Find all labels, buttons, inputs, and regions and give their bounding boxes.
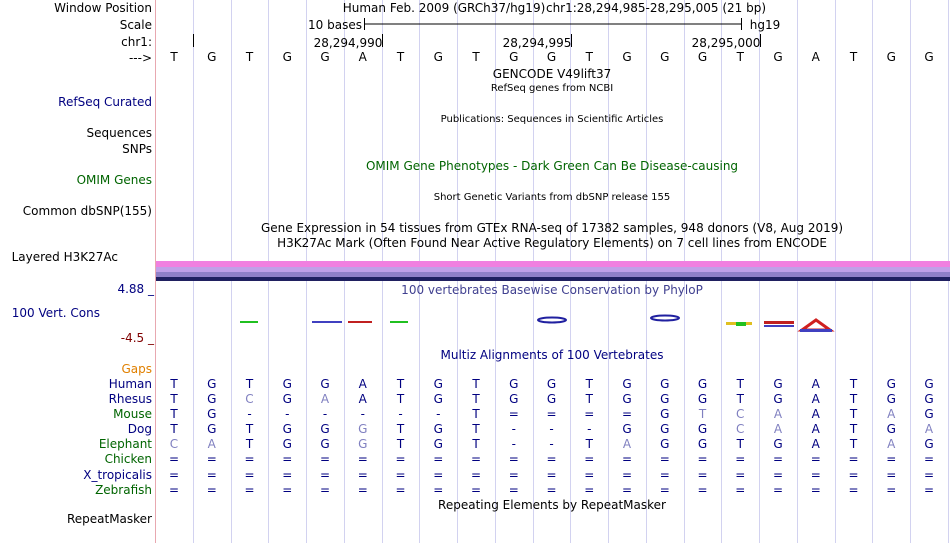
alignment-base: = (357, 452, 368, 466)
alignment-base: = (319, 483, 331, 497)
alignment-base: = (584, 483, 595, 497)
alignment-base: G (697, 377, 708, 391)
alignment-base: A (924, 422, 934, 436)
alignment-base: G (622, 377, 632, 391)
track-title-dbsnp[interactable]: Short Genetic Variants from dbSNP release 155 (433, 192, 671, 203)
alignment-base: - (398, 407, 403, 421)
alignment-base: = (848, 483, 859, 497)
alignment-base: = (357, 468, 368, 482)
reference-base: A (811, 50, 820, 64)
alignment-base: = (772, 468, 784, 482)
track-label-dbsnp[interactable]: Common dbSNP(155) (22, 204, 152, 218)
alignment-base: C (736, 422, 745, 436)
alignment-base: - (549, 437, 554, 451)
alignment-base: = (584, 452, 595, 466)
reference-base: G (773, 50, 783, 64)
alignment-base: = (659, 468, 670, 482)
alignment-base: = (923, 468, 935, 482)
ruler-tick-2: 28,294,995 (502, 36, 572, 50)
alignment-base: T (472, 377, 480, 391)
alignment-base: = (508, 483, 519, 497)
alignment-base: G (660, 422, 670, 436)
alignment-base: T (170, 407, 178, 421)
alignment-base: G (886, 377, 896, 391)
alignment-base: = (395, 452, 406, 466)
alignment-base: G (622, 422, 632, 436)
track-title-repeatmasker[interactable]: Repeating Elements by RepeatMasker (438, 498, 666, 512)
scale-db: hg19 (749, 18, 781, 32)
h3k27ac-band-navy (156, 277, 950, 281)
h3k27ac-signal (156, 261, 950, 281)
alignment-base: = (584, 407, 595, 421)
species-label: Zebrafish (95, 483, 152, 497)
reference-base: G (886, 50, 896, 64)
reference-base: G (546, 50, 557, 64)
alignment-base: A (887, 437, 896, 451)
alignment-base: T (472, 422, 480, 436)
track-label-snps[interactable]: SNPs (122, 142, 152, 156)
track-title-conservation[interactable]: 100 vertebrates Basewise Conservation by PhyloP (401, 283, 703, 297)
alignment-base: = (433, 483, 444, 497)
alignment-base: T (698, 407, 707, 421)
alignment-base: = (470, 452, 482, 466)
alignment-base: A (358, 392, 367, 406)
alignment-base: A (811, 392, 820, 406)
species-label: X_tropicalis (83, 468, 152, 482)
alignment-base: = (697, 452, 708, 466)
reference-base: G (622, 50, 632, 64)
alignment-base: = (546, 483, 557, 497)
reference-base: T (396, 50, 405, 64)
reference-base: G (509, 50, 519, 64)
alignment-base: T (396, 422, 405, 436)
alignment-base: A (622, 437, 632, 451)
alignment-base: G (358, 422, 368, 436)
alignment-base: T (585, 392, 593, 406)
alignment-base: = (508, 407, 519, 421)
alignment-base: = (697, 468, 708, 482)
alignment-base: G (282, 377, 292, 391)
alignment-base: T (245, 437, 254, 451)
alignment-base: - (587, 422, 592, 436)
alignment-base: G (433, 422, 443, 436)
alignment-base: = (621, 468, 633, 482)
alignment-base: A (207, 437, 216, 451)
window-position-label: Window Position (54, 1, 152, 15)
alignment-base: C (169, 437, 179, 451)
strand-label: ---> (128, 51, 152, 65)
alignment-base: G (509, 392, 519, 406)
alignment-base: T (396, 377, 405, 391)
reference-base: T (849, 50, 858, 64)
alignment-base: = (206, 483, 217, 497)
alignment-base: = (470, 468, 482, 482)
alignment-base: T (849, 422, 858, 436)
alignment-base: G (509, 377, 519, 391)
alignment-base: = (659, 483, 670, 497)
alignment-base: T (170, 422, 178, 436)
reference-base: G (697, 50, 708, 64)
alignment-base: = (244, 452, 255, 466)
alignment-base: T (170, 392, 178, 406)
alignment-base: G (207, 422, 217, 436)
track-label-refseq[interactable]: RefSeq Curated (58, 95, 152, 109)
alignment-base: G (697, 422, 708, 436)
alignment-base: - (511, 437, 516, 451)
alignment-base: G (282, 422, 292, 436)
alignment-base: - (360, 407, 365, 421)
track-title-omim[interactable]: OMIM Gene Phenotypes - Dark Green Can Be Disease-causing (365, 159, 739, 173)
alignment-base: - (285, 407, 290, 421)
alignment-base: G (320, 377, 330, 391)
conservation-max: 4.88 _ (117, 282, 154, 296)
track-label-h3k27ac[interactable]: Layered H3K27Ac (11, 250, 118, 264)
alignment-base: T (396, 437, 405, 451)
chrom-label: chr1: (121, 35, 152, 49)
track-title-multiz[interactable]: Multiz Alignments of 100 Vertebrates (440, 348, 664, 362)
alignment-base: = (546, 407, 557, 421)
alignment-base: G (433, 392, 443, 406)
alignment-base: G (358, 437, 368, 451)
alignment-base: C (245, 392, 254, 406)
alignment-base: = (395, 483, 406, 497)
alignment-base: = (206, 468, 217, 482)
reference-base: G (282, 50, 292, 64)
alignment-base: G (924, 377, 934, 391)
alignment-base: = (697, 483, 708, 497)
alignment-base: = (772, 452, 784, 466)
alignment-base: = (282, 483, 293, 497)
scale-label: Scale (119, 18, 152, 32)
alignment-base: A (887, 407, 896, 421)
alignment-base: - (436, 407, 441, 421)
track-title-gencode[interactable]: GENCODE V49lift37 (492, 67, 612, 81)
alignment-base: = (546, 452, 557, 466)
alignment-base: G (924, 392, 934, 406)
alignment-base: G (433, 437, 443, 451)
reference-base: T (736, 50, 744, 64)
alignment-base: G (660, 437, 670, 451)
reference-base: T (170, 50, 178, 64)
alignment-base: = (735, 452, 746, 466)
alignment-base: G (282, 437, 292, 451)
alignment-base: T (849, 377, 858, 391)
reference-base: G (320, 50, 330, 64)
alignment-base: G (697, 437, 708, 451)
alignment-base: = (584, 468, 595, 482)
alignment-base: G (433, 377, 443, 391)
alignment-base: = (168, 452, 180, 466)
alignment-base: = (244, 483, 255, 497)
alignment-base: A (773, 422, 783, 436)
ruler-tick-1: 28,294,990 (313, 36, 383, 50)
alignment-base: = (546, 468, 557, 482)
track-label-conservation[interactable]: 100 Vert. Cons (11, 306, 100, 320)
conservation-min: -4.5 _ (120, 331, 154, 345)
track-title-refseq[interactable]: RefSeq genes from NCBI (490, 83, 614, 94)
alignment-base: A (811, 407, 820, 421)
alignment-base: A (320, 392, 330, 406)
alignment-base: = (886, 468, 897, 482)
alignment-base: A (811, 437, 820, 451)
alignment-base: A (773, 407, 783, 421)
alignment-base: A (811, 422, 820, 436)
conservation-logo (0, 310, 950, 335)
alignment-base: G (660, 392, 670, 406)
reference-base: G (660, 50, 670, 64)
alignment-base: T (585, 437, 593, 451)
alignment-base: G (546, 377, 557, 391)
alignment-base: T (585, 377, 593, 391)
alignment-base: G (924, 407, 934, 421)
alignment-base: G (622, 392, 632, 406)
species-label: Rhesus (108, 392, 152, 406)
alignment-base: G (773, 377, 783, 391)
alignment-base: G (886, 392, 896, 406)
reference-base: G (433, 50, 443, 64)
alignment-base: = (621, 407, 633, 421)
alignment-base: = (735, 468, 746, 482)
alignment-base: = (433, 452, 444, 466)
alignment-base: G (546, 392, 557, 406)
alignment-base: G (773, 392, 783, 406)
alignment-base: T (472, 392, 480, 406)
reference-base: G (207, 50, 217, 64)
alignment-base: = (772, 483, 784, 497)
alignment-base: = (168, 468, 180, 482)
alignment-base: A (358, 377, 367, 391)
alignment-base: G (773, 437, 783, 451)
alignment-base: A (811, 377, 820, 391)
alignment-base: T (472, 407, 480, 421)
track-label-omim[interactable]: OMIM Genes (76, 173, 152, 187)
reference-base: G (924, 50, 934, 64)
track-label-sequences[interactable]: Sequences (86, 126, 152, 140)
alignment-base: = (810, 468, 821, 482)
track-label-repeatmasker[interactable]: RepeatMasker (66, 512, 152, 526)
alignment-base: G (320, 437, 330, 451)
track-title-gtex[interactable]: Gene Expression in 54 tissues from GTEx RNA-seq of 17382 samples, 948 donors (V8, Aug 2019) (260, 221, 844, 235)
reference-base: A (358, 50, 367, 64)
alignment-base: G (207, 377, 217, 391)
alignment-base: = (848, 468, 859, 482)
track-title-h3k27ac[interactable]: H3K27Ac Mark (Often Found Near Active Regulatory Elements) on 7 cell lines from ENCODE (277, 236, 827, 250)
alignment-base: T (849, 407, 858, 421)
alignment-base: G (924, 437, 934, 451)
species-label: Elephant (98, 437, 152, 451)
alignment-base: G (697, 392, 708, 406)
alignment-base: T (849, 437, 858, 451)
track-label-gaps[interactable]: Gaps (121, 362, 152, 376)
alignment-base: = (244, 468, 255, 482)
alignment-base: = (621, 483, 633, 497)
alignment-base: = (282, 452, 293, 466)
alignment-base: T (472, 437, 480, 451)
alignment-base: G (660, 407, 670, 421)
species-label: Human (108, 377, 152, 391)
alignment-base: - (549, 422, 554, 436)
alignment-base: = (508, 452, 519, 466)
alignment-base: T (396, 392, 405, 406)
alignment-base: T (736, 392, 744, 406)
alignment-base: = (810, 452, 821, 466)
alignment-base: = (433, 468, 444, 482)
alignment-base: = (357, 483, 368, 497)
alignment-base: T (736, 437, 744, 451)
alignment-base: G (207, 392, 217, 406)
alignment-base: C (736, 407, 745, 421)
species-label: Chicken (104, 452, 152, 466)
alignment-base: = (206, 452, 217, 466)
alignment-base: = (319, 468, 331, 482)
alignment-base: = (848, 452, 859, 466)
alignment-base: = (886, 452, 897, 466)
alignment-base: T (245, 377, 254, 391)
alignment-base: G (207, 407, 217, 421)
alignment-base: = (282, 468, 293, 482)
alignment-base: = (923, 452, 935, 466)
track-title-publications[interactable]: Publications: Sequences in Scientific Articles (440, 114, 664, 125)
scale-bar-label: 10 bases (308, 18, 362, 32)
alignment-base: - (511, 422, 516, 436)
position-readout: chr1:28,294,985-28,295,005 (21 bp) (545, 1, 767, 15)
species-label: Dog (127, 422, 152, 436)
alignment-base: G (282, 392, 292, 406)
alignment-base: = (470, 483, 482, 497)
alignment-base: = (621, 452, 633, 466)
reference-base: T (585, 50, 593, 64)
alignment-base: G (886, 422, 896, 436)
alignment-base: T (736, 377, 744, 391)
alignment-base: G (660, 377, 670, 391)
alignment-base: T (170, 377, 178, 391)
alignment-base: T (849, 392, 858, 406)
alignment-base: = (659, 452, 670, 466)
ruler-tick-3: 28,295,000 (691, 36, 761, 50)
alignment-base: = (395, 468, 406, 482)
alignment-base: = (508, 468, 519, 482)
assembly-title: Human Feb. 2009 (GRCh37/hg19) (342, 1, 546, 15)
reference-base: T (245, 50, 254, 64)
alignment-base: T (245, 422, 254, 436)
reference-base: T (472, 50, 480, 64)
species-label: Mouse (113, 407, 152, 421)
alignment-base: - (322, 407, 328, 421)
alignment-base: - (247, 407, 252, 421)
alignment-base: = (735, 483, 746, 497)
alignment-base: = (923, 483, 935, 497)
alignment-base: = (168, 483, 180, 497)
alignment-base: = (319, 452, 331, 466)
alignment-base: G (320, 422, 330, 436)
alignment-base: = (810, 483, 821, 497)
alignment-base: = (886, 483, 897, 497)
